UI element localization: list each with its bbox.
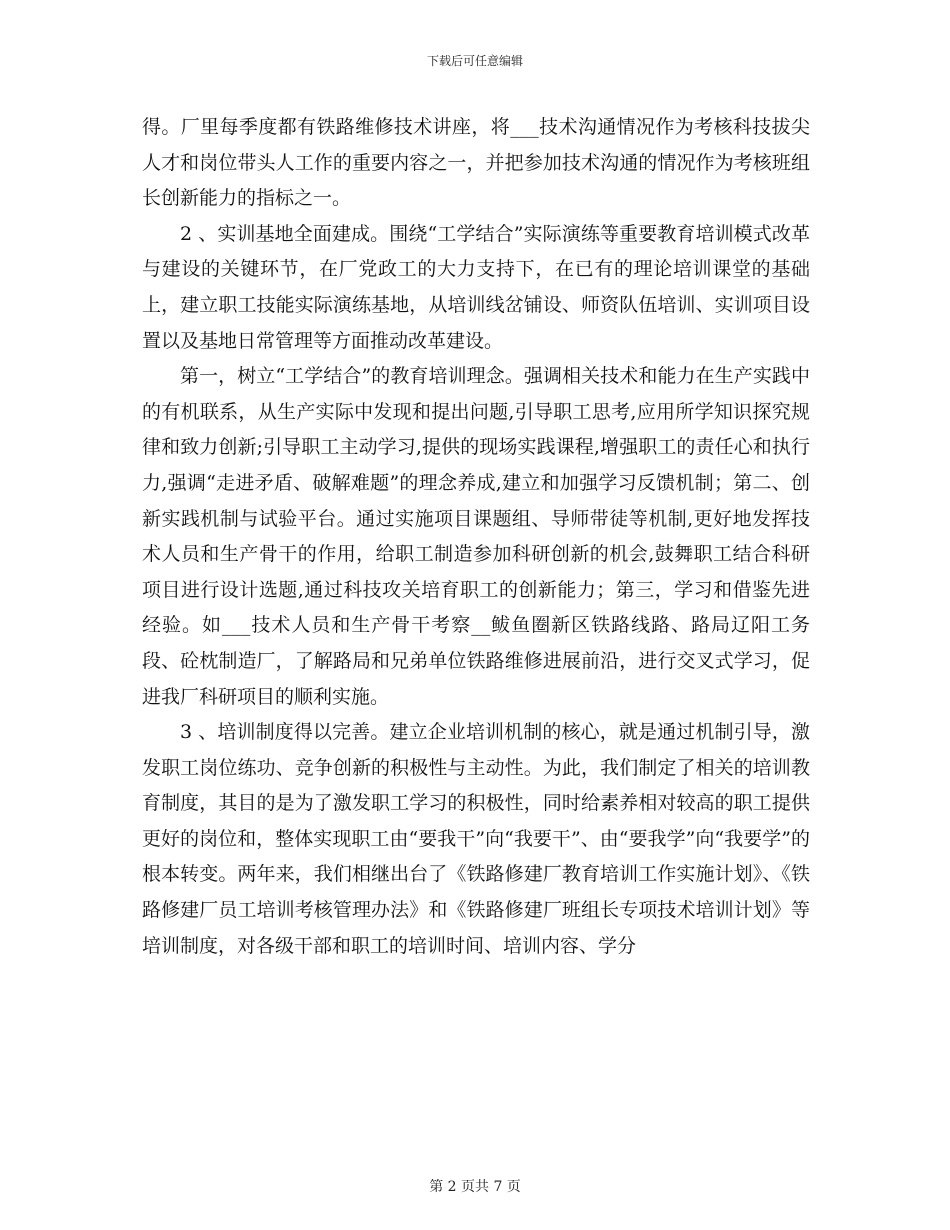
document-body (142, 110, 810, 964)
page-header-note: 下载后可任意编辑 (426, 54, 523, 68)
page-number: 第 2 页共 7 页 (429, 1179, 521, 1195)
paragraph-measures: 第一，树立“工学结合”的教育培训理念。强调相关技术和能力在生产实践中的有机联系，从生产实际中发现和提出问题,引导职工思考,应用所学知识探究规律和致力创新;引导职工主动学习,提供的现场实践课程,增强职工的责任心和执行力,强调“走进矛盾、破解难题”的理念养成,建立和加强学习反馈机制；第二、创新实践机制与试验平台。通过实施项目课题组、导师带徒等机制,更好地发挥技术人员和生产骨干的作用，给职工制造参加科研创新的机会,鼓舞职工结合科研项目进行设计选题,通过科技攻关培育职工的创新能力；第三，学习和借鉴先进经验。如___技术人员和生产骨干考察__鲅鱼圈新区铁路线路、路局辽阳工务段、砼枕制造厂，了解路局和兄弟单位铁路维修进展前沿，进行交叉式学习，促进我厂科研项目的顺利实施。 (142, 365, 810, 708)
paragraph-training-system: 3 、培训制度得以完善。建立企业培训机制的核心，就是通过机制引导，激发职工岗位练功、竞争创新的积极性与主动性。为此，我们制定了相关的培训教育制度，其目的是为了激发职工学习的积极性，同时给素养相对较高的职工提供更好的岗位和，整体实现职工由“要我干”向“我要干”、由“要我学”向“我要学”的根本转变。两年来，我们相继出台了《铁路修建厂教育培训工作实施计划》、《铁路修建厂员工培训考核管理办法》和《铁路修建厂班组长专项技术培训计划》等培训制度，对各级干部和职工的培训时间、培训内容、学分 (142, 721, 810, 957)
paragraph-continuation: 得。厂里每季度都有铁路维修技术讲座，将___技术沟通情况作为考核科技拔尖人才和岗位带头人工作的重要内容之一，并把参加技术沟通的情况作为考核班组长创新能力的指标之一。 (142, 116, 810, 210)
paragraph-training-base: 2 、实训基地全面建成。围绕“工学结合”实际演练等重要教育培训模式改革与建设的关键环节，在厂党政工的大力支持下，在已有的理论培训课堂的基础上，建立职工技能实际演练基地，从培训线岔铺设、师资队伍培训、实训项目设置以及基地日常管理等方面推动改革建设。 (142, 222, 810, 352)
